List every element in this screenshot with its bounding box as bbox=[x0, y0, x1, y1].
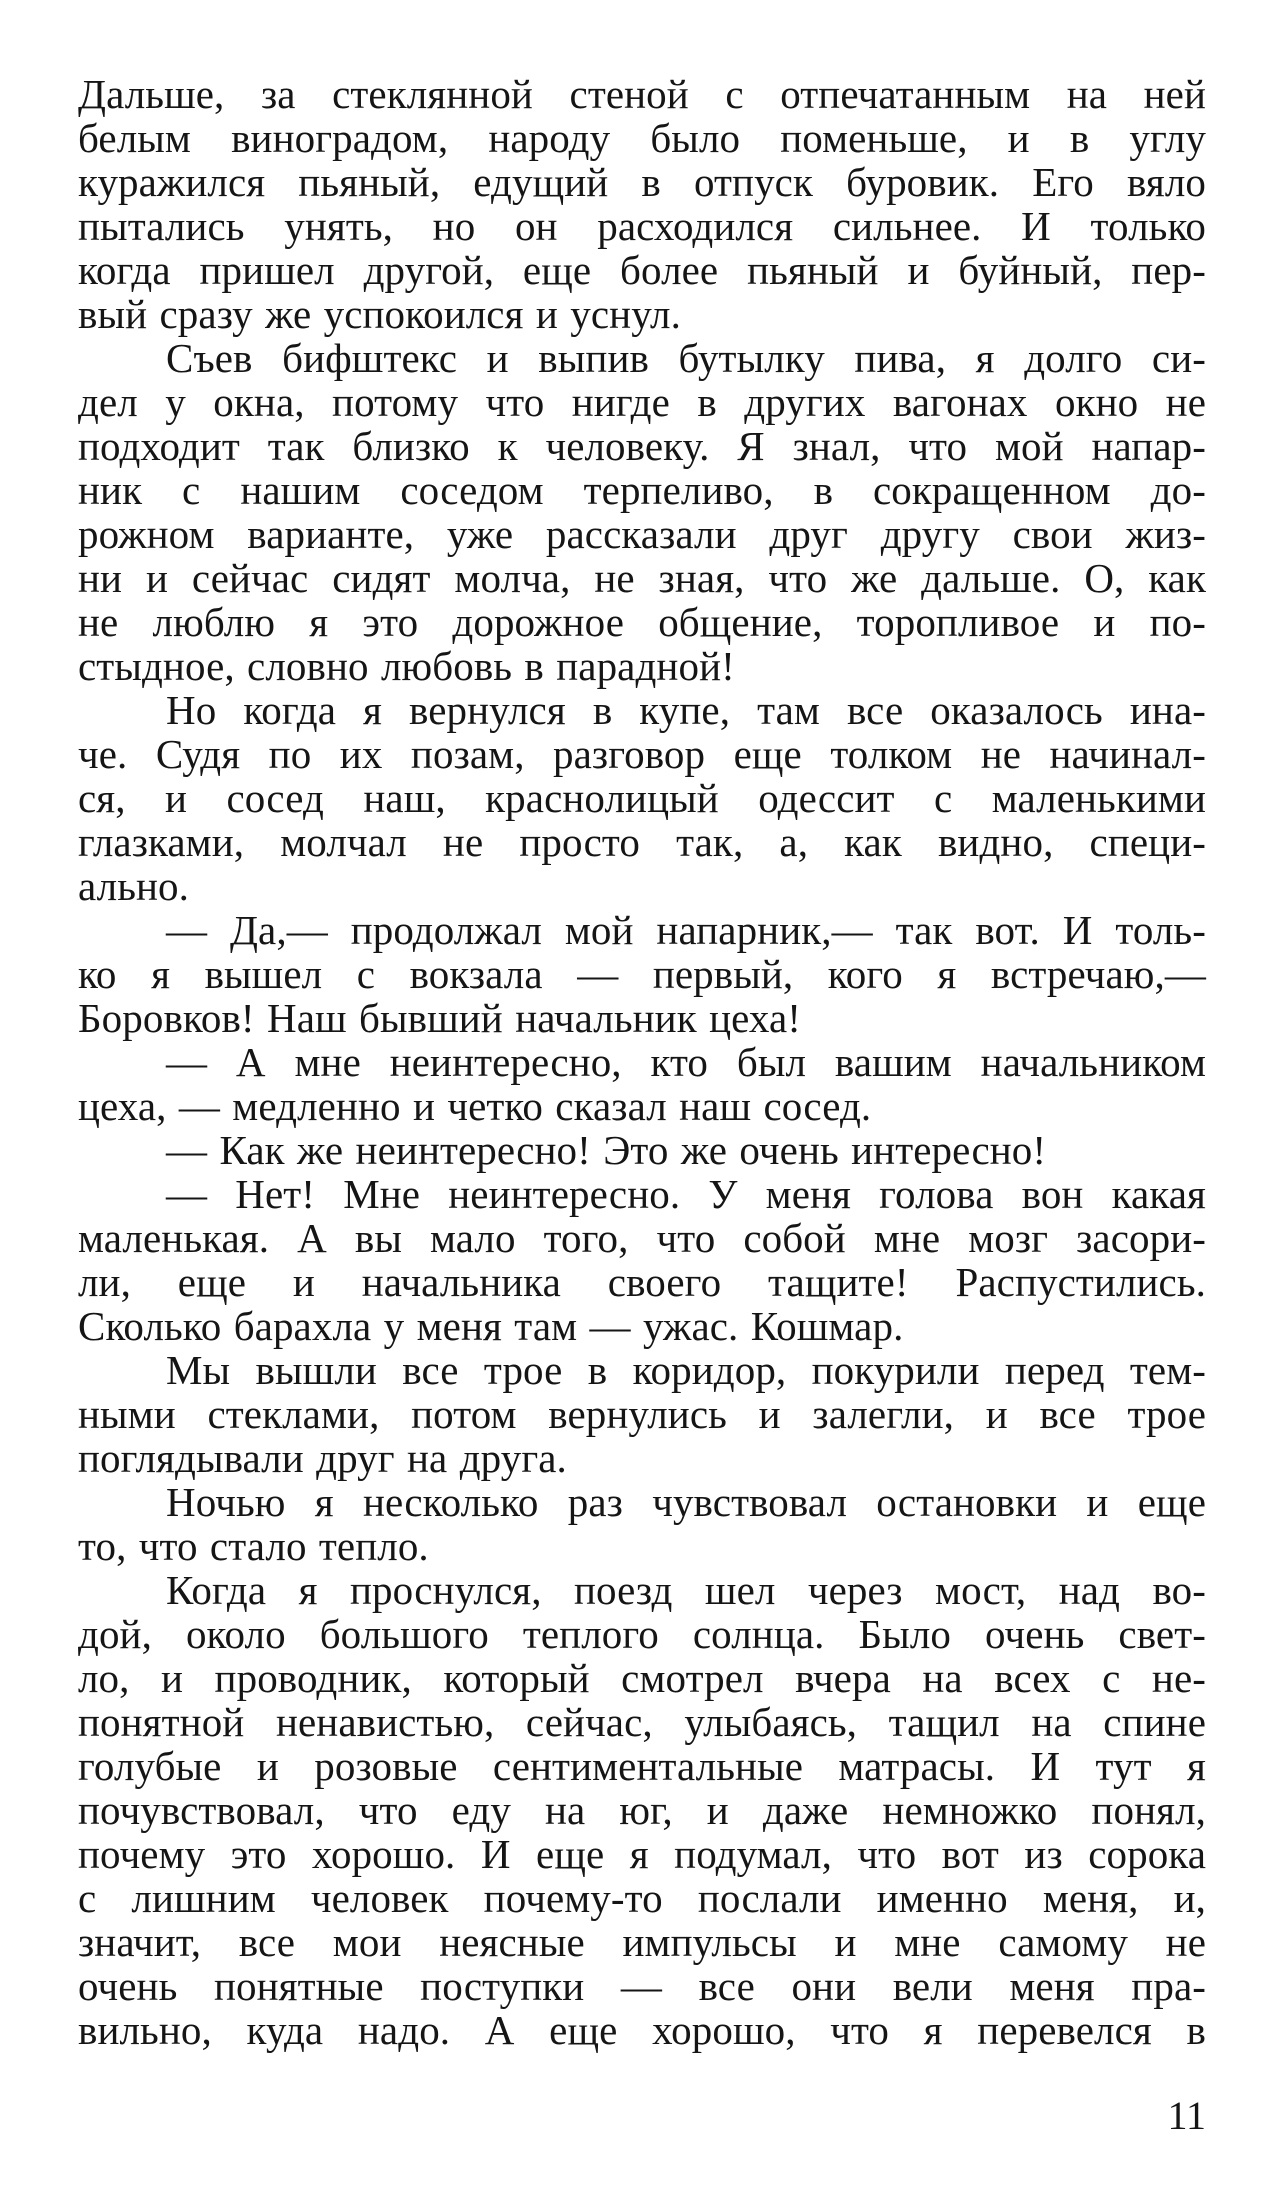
text-line: стыдное, словно любовь в парадной! bbox=[78, 643, 735, 689]
text-line: понятной ненавистью, сейчас, улыбаясь, тащил на спине bbox=[78, 1699, 1206, 1745]
page-text bbox=[78, 72, 1206, 2052]
text-line: голубые и розовые сентиментальные матрасы. И тут я bbox=[78, 1743, 1206, 1789]
text-line: Съев бифштекс и выпив бутылку пива, я долго си- bbox=[166, 335, 1206, 381]
text-line: ник с нашим соседом терпеливо, в сокращенном до- bbox=[78, 467, 1206, 513]
text-line: белым виноградом, народу было поменьше, и в углу bbox=[78, 115, 1206, 161]
text-line: — Нет! Мне неинтересно. У меня голова вон какая bbox=[166, 1171, 1206, 1217]
page-number: 11 bbox=[1167, 2093, 1206, 2138]
text-line: Мы вышли все трое в коридор, покурили перед тем- bbox=[166, 1347, 1206, 1393]
text-line: пытались унять, но он расходился сильнее. И только bbox=[78, 203, 1206, 249]
text-line: поглядывали друг на друга. bbox=[78, 1435, 567, 1481]
text-line: почувствовал, что еду на юг, и даже немножко понял, bbox=[78, 1787, 1206, 1833]
text-line: Когда я проснулся, поезд шел через мост, над во- bbox=[166, 1567, 1206, 1613]
text-line: вый сразу же успокоился и уснул. bbox=[78, 291, 681, 337]
text-line: ло, и проводник, который смотрел вчера на всех с не- bbox=[78, 1655, 1206, 1701]
text-line: ся, и сосед наш, краснолицый одессит с маленькими bbox=[78, 775, 1206, 821]
text-line: Боровков! Наш бывший начальник цеха! bbox=[78, 995, 801, 1041]
text-line: ными стеклами, потом вернулись и залегли, и все трое bbox=[78, 1391, 1206, 1437]
text-line: ко я вышел с вокзала — первый, кого я встречаю,— bbox=[78, 951, 1206, 997]
text-line: почему это хорошо. И еще я подумал, что вот из сорока bbox=[78, 1831, 1206, 1877]
text-line: Сколько барахла у меня там — ужас. Кошмар. bbox=[78, 1303, 904, 1349]
text-line: Но когда я вернулся в купе, там все оказалось ина- bbox=[166, 687, 1206, 733]
text-line: маленькая. А вы мало того, что собой мне мозг засори- bbox=[78, 1215, 1206, 1261]
text-line: дел у окна, потому что нигде в других вагонах окно не bbox=[78, 379, 1206, 425]
text-line: дой, около большого теплого солнца. Было очень свет- bbox=[78, 1611, 1206, 1657]
text-line: не люблю я это дорожное общение, торопливое и по- bbox=[78, 599, 1206, 645]
text-line: ально. bbox=[78, 863, 190, 909]
text-line: — А мне неинтересно, кто был вашим начальником bbox=[166, 1039, 1206, 1085]
text-line: Дальше, за стеклянной стеной с отпечатанным на ней bbox=[78, 71, 1206, 117]
text-line: — Да,— продолжал мой напарник,— так вот. И толь- bbox=[166, 907, 1206, 953]
text-line: че. Судя по их позам, разговор еще толком не начинал- bbox=[78, 731, 1206, 777]
text-line: то, что стало тепло. bbox=[78, 1523, 429, 1569]
text-line: очень понятные поступки — все они вели меня пра- bbox=[78, 1963, 1206, 2009]
text-line: когда пришел другой, еще более пьяный и буйный, пер- bbox=[78, 247, 1206, 293]
text-line: значит, все мои неясные импульсы и мне самому не bbox=[78, 1919, 1206, 1965]
text-line: цеха, — медленно и четко сказал наш сосед. bbox=[78, 1083, 872, 1129]
text-line: подходит так близко к человеку. Я знал, что мой напар- bbox=[78, 423, 1206, 469]
text-line: куражился пьяный, едущий в отпуск буровик. Его вяло bbox=[78, 159, 1206, 205]
text-line: ни и сейчас сидят молча, не зная, что же дальше. О, как bbox=[78, 555, 1206, 601]
text-line: — Как же неинтересно! Это же очень интересно! bbox=[166, 1127, 1047, 1173]
text-line: рожном варианте, уже рассказали друг другу свои жиз- bbox=[78, 511, 1206, 557]
text-line: Ночью я несколько раз чувствовал остановки и еще bbox=[166, 1479, 1206, 1525]
text-line: с лишним человек почему-то послали именно меня, и, bbox=[78, 1875, 1206, 1921]
text-line: глазками, молчал не просто так, а, как видно, специ- bbox=[78, 819, 1206, 865]
text-line: вильно, куда надо. А еще хорошо, что я перевелся в bbox=[78, 2007, 1206, 2053]
text-line: ли, еще и начальника своего тащите! Распустились. bbox=[78, 1259, 1206, 1305]
